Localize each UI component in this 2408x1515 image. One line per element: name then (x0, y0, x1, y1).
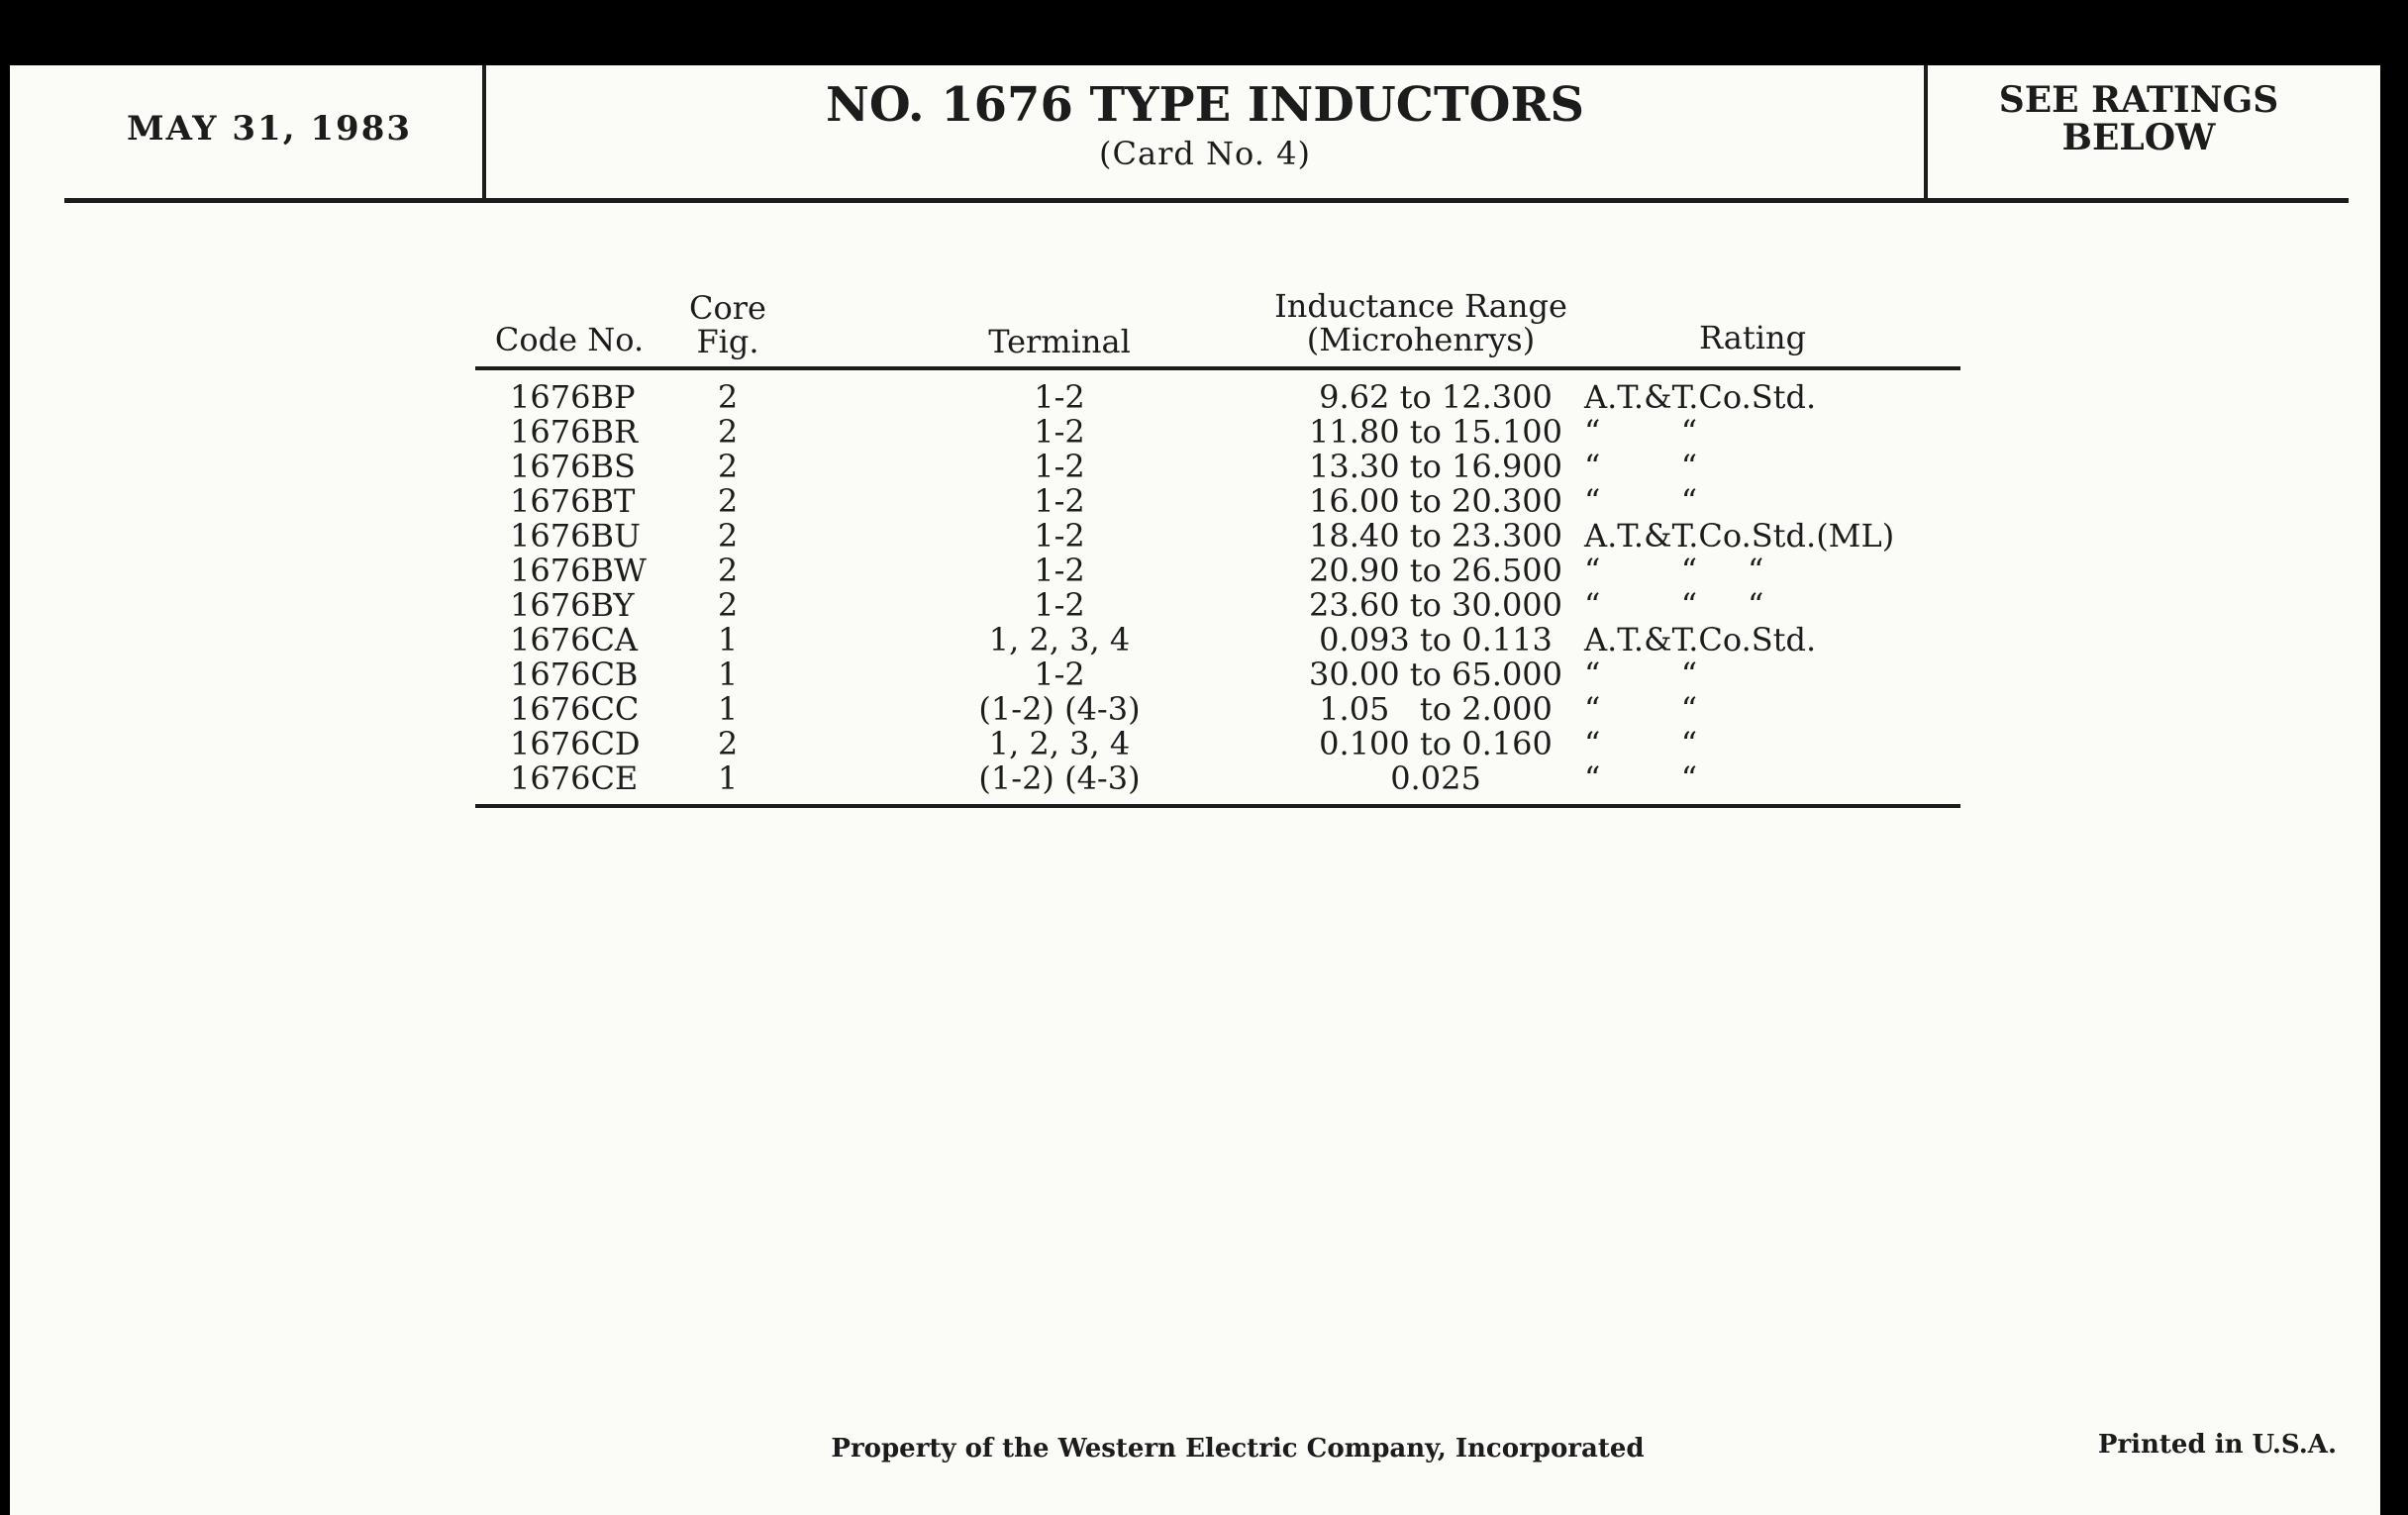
cell-terminal: 1, 2, 3, 4 (988, 725, 1131, 762)
column-header-rating: Rating (1698, 319, 1807, 356)
card-title: NO. 1676 TYPE INDUCTORS (825, 77, 1585, 133)
cell-code: 1676BP (510, 378, 636, 416)
printed-notice: Printed in U.S.A. (2097, 1430, 2337, 1460)
cell-core-fig: 2 (717, 413, 739, 451)
card-subtitle: (Card No. 4) (1099, 135, 1311, 172)
cell-inductance: 13.30 to 16.900 (1308, 448, 1563, 485)
table-row (465, 484, 1960, 519)
column-header-terminal: Terminal (988, 323, 1131, 360)
cell-code: 1676CA (510, 621, 639, 658)
cell-code: 1676BW (510, 552, 647, 589)
column-header-inductance-line2: (Microhenrys) (1306, 321, 1536, 358)
cell-code: 1676CD (510, 725, 641, 762)
ratings-note-line2: BELOW (2061, 117, 2216, 158)
cell-inductance: 11.80 to 15.100 (1308, 413, 1563, 451)
cell-core-fig: 1 (717, 621, 739, 658)
column-header-core-fig (658, 291, 797, 358)
table-row (465, 380, 1960, 415)
table-row (465, 588, 1960, 623)
cell-inductance: 1.05 to 2.000 (1319, 690, 1553, 728)
column-header-core-fig-line2: Fig. (696, 323, 759, 360)
table-row (465, 519, 1960, 554)
cell-inductance: 16.00 to 20.300 (1308, 482, 1563, 520)
cell-rating: “ “ (1584, 413, 1698, 451)
cell-terminal: 1, 2, 3, 4 (988, 621, 1131, 658)
cell-inductance: 18.40 to 23.300 (1308, 517, 1563, 555)
cell-terminal: 1-2 (1034, 517, 1085, 555)
cell-rating: “ “ (1584, 448, 1698, 485)
cell-code: 1676BR (510, 413, 639, 451)
card-date: MAY 31, 1983 (126, 109, 413, 149)
table-row (465, 657, 1960, 692)
cell-code: 1676BS (510, 448, 636, 485)
cell-inductance: 30.00 to 65.000 (1308, 656, 1563, 693)
column-header-inductance-line1: Inductance Range (1274, 287, 1567, 325)
cell-core-fig: 2 (717, 378, 739, 416)
cell-rating: A.T.&T.Co.Std.(ML) (1584, 517, 1895, 555)
cell-inductance: 0.100 to 0.160 (1319, 725, 1553, 762)
cell-terminal: 1-2 (1034, 448, 1085, 485)
table-row (465, 761, 1960, 796)
ratings-note-line1: SEE RATINGS (1998, 79, 2279, 121)
cell-inductance: 0.093 to 0.113 (1319, 621, 1553, 658)
cell-core-fig: 1 (717, 690, 739, 728)
cell-code: 1676CE (510, 759, 639, 797)
cell-core-fig: 2 (717, 725, 739, 762)
table-row (465, 415, 1960, 450)
table-row (465, 450, 1960, 484)
property-notice: Property of the Western Electric Company, Incorporated (831, 1434, 1645, 1464)
cell-code: 1676BY (510, 586, 635, 624)
catalog-card (10, 65, 2380, 1515)
cell-terminal: 1-2 (1034, 586, 1085, 624)
table-row (465, 554, 1960, 588)
table-row (465, 727, 1960, 761)
header-divider-right (1924, 65, 1928, 202)
column-header-code: Code No. (494, 321, 645, 358)
cell-rating: “ “ (1584, 759, 1698, 797)
cell-rating: “ “ “ (1584, 552, 1764, 589)
cell-inductance: 0.025 (1390, 759, 1481, 797)
cell-core-fig: 2 (717, 586, 739, 624)
cell-core-fig: 1 (717, 656, 739, 693)
cell-terminal: (1-2) (4-3) (978, 690, 1141, 728)
cell-core-fig: 1 (717, 759, 739, 797)
cell-terminal: 1-2 (1034, 656, 1085, 693)
table-body (465, 380, 1960, 796)
cell-rating: “ “ (1584, 690, 1698, 728)
cell-rating: “ “ (1584, 725, 1698, 762)
table-row (465, 692, 1960, 727)
cell-inductance: 9.62 to 12.300 (1319, 378, 1553, 416)
cell-terminal: 1-2 (1034, 413, 1085, 451)
column-header-core-fig-line1: Core (689, 289, 766, 327)
cell-rating: “ “ (1584, 482, 1698, 520)
table-row (465, 623, 1960, 657)
inductor-table (465, 224, 1960, 797)
cell-code: 1676CB (510, 656, 639, 693)
cell-terminal: 1-2 (1034, 378, 1085, 416)
cell-code: 1676CC (510, 690, 640, 728)
cell-code: 1676BT (510, 482, 636, 520)
table-top-rule (475, 366, 1960, 370)
cell-rating: A.T.&T.Co.Std. (1584, 378, 1817, 416)
cell-terminal: 1-2 (1034, 552, 1085, 589)
cell-code: 1676BU (510, 517, 641, 555)
cell-terminal: (1-2) (4-3) (978, 759, 1141, 797)
cell-rating: “ “ “ (1584, 586, 1764, 624)
cell-core-fig: 2 (717, 448, 739, 485)
header-rule (64, 198, 2349, 203)
cell-terminal: 1-2 (1034, 482, 1085, 520)
cell-core-fig: 2 (717, 517, 739, 555)
cell-inductance: 23.60 to 30.000 (1308, 586, 1563, 624)
header-divider-left (482, 65, 486, 202)
cell-rating: “ “ (1584, 656, 1698, 693)
cell-core-fig: 2 (717, 482, 739, 520)
cell-rating: A.T.&T.Co.Std. (1584, 621, 1817, 658)
table-bottom-rule (475, 804, 1960, 808)
ratings-note (1941, 81, 2337, 156)
cell-inductance: 20.90 to 26.500 (1308, 552, 1563, 589)
cell-core-fig: 2 (717, 552, 739, 589)
table-header (465, 224, 1960, 368)
